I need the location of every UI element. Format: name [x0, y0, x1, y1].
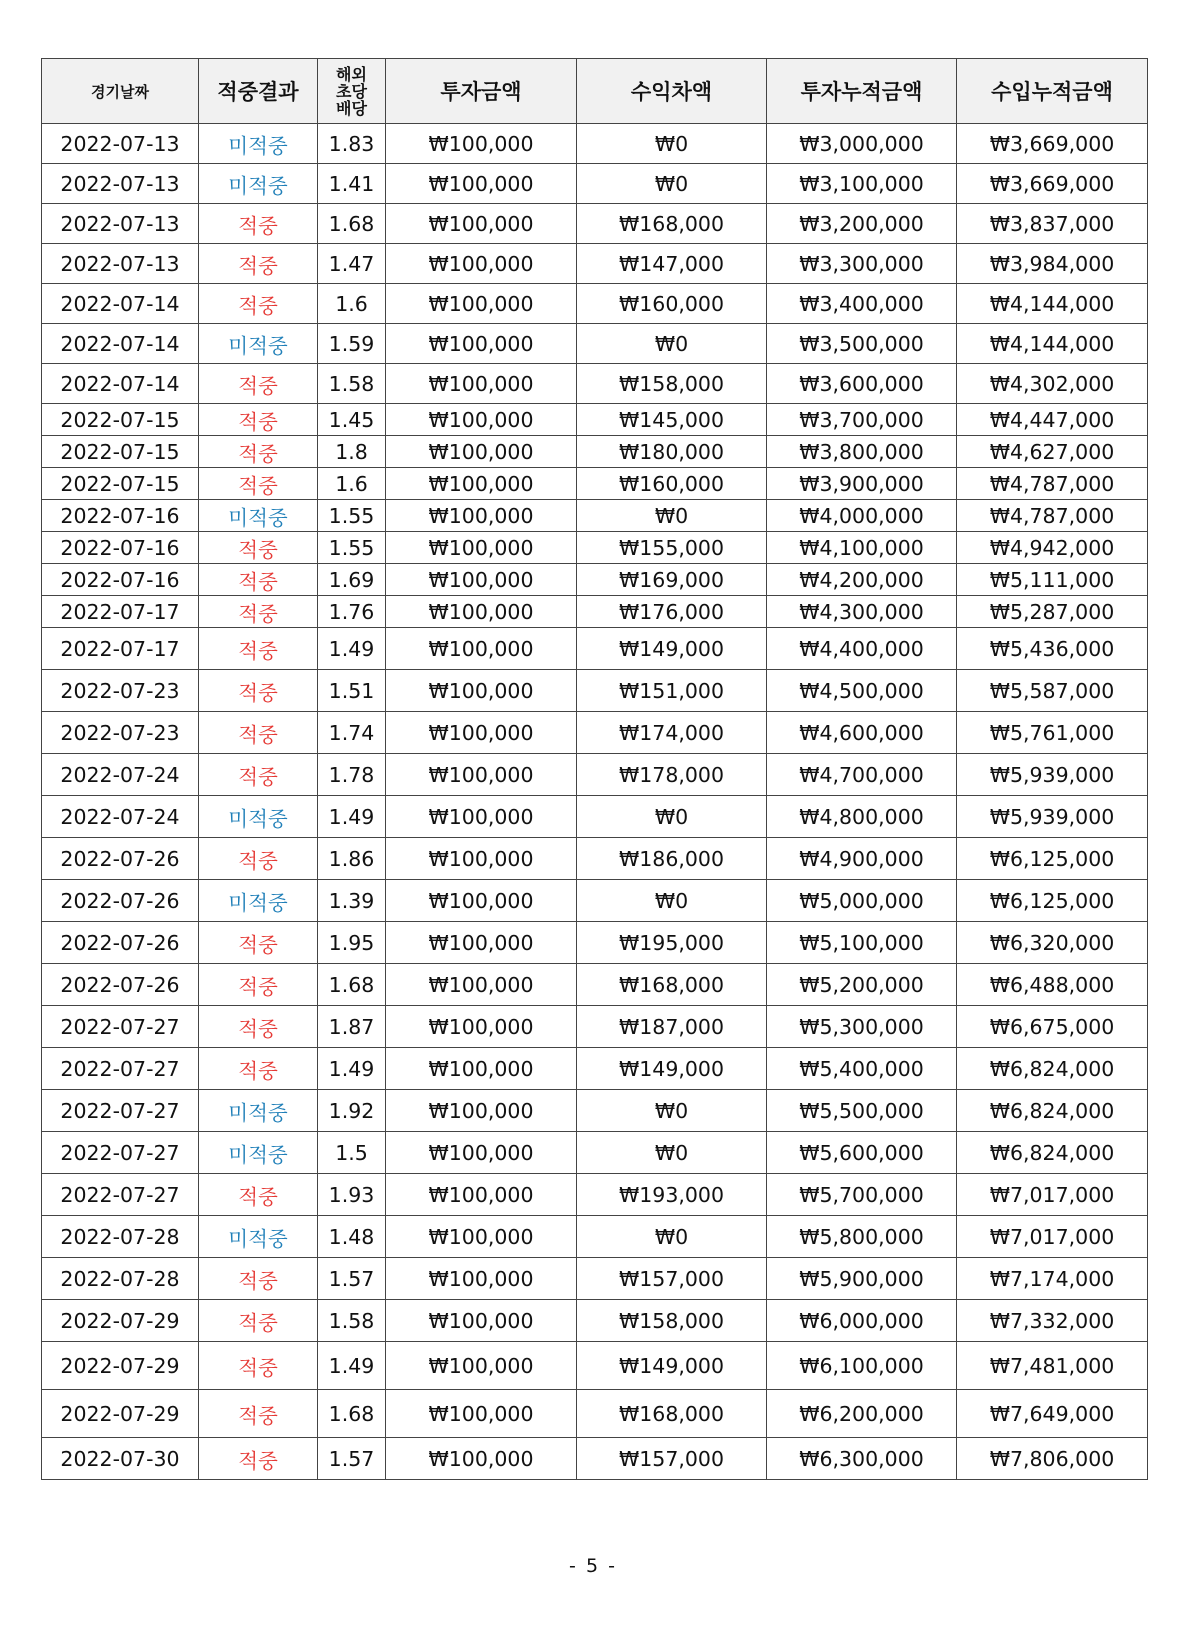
table-row [42, 1132, 1148, 1174]
cell-profit: ₩145,000 [577, 404, 767, 436]
cell-odds: 1.45 [318, 404, 386, 436]
header-odds: 해외 초당 배당 [318, 59, 386, 124]
page-number: - 5 - [569, 1555, 617, 1577]
cell-odds: 1.68 [318, 964, 386, 1006]
cell-invest: ₩100,000 [386, 1090, 577, 1132]
cell-cum-income: ₩6,675,000 [957, 1006, 1148, 1048]
header-invest: 투자금액 [386, 59, 577, 124]
cell-result: 미적중 [199, 796, 318, 838]
table-row [42, 404, 1148, 436]
cell-cum-invest: ₩3,800,000 [767, 436, 957, 468]
cell-invest: ₩100,000 [386, 564, 577, 596]
cell-cum-invest: ₩3,400,000 [767, 284, 957, 324]
cell-odds: 1.58 [318, 1300, 386, 1342]
table-row [42, 1438, 1148, 1480]
cell-profit: ₩151,000 [577, 670, 767, 712]
cell-date: 2022-07-16 [42, 532, 199, 564]
cell-cum-income: ₩7,649,000 [957, 1390, 1148, 1438]
cell-date: 2022-07-24 [42, 796, 199, 838]
cell-result: 적중 [199, 364, 318, 404]
cell-invest: ₩100,000 [386, 436, 577, 468]
cell-invest: ₩100,000 [386, 670, 577, 712]
cell-date: 2022-07-24 [42, 754, 199, 796]
cell-cum-invest: ₩4,100,000 [767, 532, 957, 564]
cell-odds: 1.48 [318, 1216, 386, 1258]
cell-cum-invest: ₩3,300,000 [767, 244, 957, 284]
cell-cum-income: ₩6,488,000 [957, 964, 1148, 1006]
cell-invest: ₩100,000 [386, 1174, 577, 1216]
table-row [42, 124, 1148, 164]
cell-date: 2022-07-27 [42, 1090, 199, 1132]
table-row [42, 1342, 1148, 1390]
cell-cum-invest: ₩5,600,000 [767, 1132, 957, 1174]
cell-date: 2022-07-16 [42, 500, 199, 532]
cell-date: 2022-07-14 [42, 364, 199, 404]
cell-cum-invest: ₩3,100,000 [767, 164, 957, 204]
cell-result: 적중 [199, 922, 318, 964]
cell-result: 적중 [199, 712, 318, 754]
cell-cum-income: ₩4,447,000 [957, 404, 1148, 436]
table-row [42, 244, 1148, 284]
cell-invest: ₩100,000 [386, 124, 577, 164]
cell-cum-income: ₩6,320,000 [957, 922, 1148, 964]
cell-cum-invest: ₩6,300,000 [767, 1438, 957, 1480]
cell-result: 적중 [199, 1342, 318, 1390]
cell-cum-invest: ₩3,600,000 [767, 364, 957, 404]
cell-invest: ₩100,000 [386, 1006, 577, 1048]
cell-cum-invest: ₩4,900,000 [767, 838, 957, 880]
cell-result: 적중 [199, 1006, 318, 1048]
cell-profit: ₩193,000 [577, 1174, 767, 1216]
cell-odds: 1.68 [318, 1390, 386, 1438]
cell-result: 적중 [199, 628, 318, 670]
table-row [42, 880, 1148, 922]
cell-odds: 1.58 [318, 364, 386, 404]
cell-profit: ₩0 [577, 324, 767, 364]
cell-result: 적중 [199, 1258, 318, 1300]
cell-odds: 1.92 [318, 1090, 386, 1132]
table-row [42, 1258, 1148, 1300]
cell-profit: ₩149,000 [577, 628, 767, 670]
cell-cum-income: ₩5,436,000 [957, 628, 1148, 670]
cell-date: 2022-07-28 [42, 1216, 199, 1258]
header-profit: 수익차액 [577, 59, 767, 124]
cell-cum-invest: ₩6,200,000 [767, 1390, 957, 1438]
header-cum-invest: 투자누적금액 [767, 59, 957, 124]
table-row [42, 1048, 1148, 1090]
table-row [42, 1390, 1148, 1438]
cell-result: 미적중 [199, 1090, 318, 1132]
cell-profit: ₩180,000 [577, 436, 767, 468]
table-row [42, 204, 1148, 244]
cell-cum-income: ₩7,017,000 [957, 1174, 1148, 1216]
cell-invest: ₩100,000 [386, 468, 577, 500]
cell-invest: ₩100,000 [386, 532, 577, 564]
cell-cum-income: ₩7,174,000 [957, 1258, 1148, 1300]
table-row [42, 564, 1148, 596]
table-row [42, 754, 1148, 796]
cell-profit: ₩174,000 [577, 712, 767, 754]
cell-date: 2022-07-13 [42, 244, 199, 284]
table-row [42, 712, 1148, 754]
cell-result: 적중 [199, 1048, 318, 1090]
table-row [42, 1174, 1148, 1216]
cell-cum-income: ₩7,806,000 [957, 1438, 1148, 1480]
cell-date: 2022-07-14 [42, 324, 199, 364]
cell-cum-income: ₩6,824,000 [957, 1090, 1148, 1132]
cell-cum-income: ₩3,837,000 [957, 204, 1148, 244]
cell-cum-income: ₩7,481,000 [957, 1342, 1148, 1390]
cell-invest: ₩100,000 [386, 712, 577, 754]
cell-cum-income: ₩5,287,000 [957, 596, 1148, 628]
cell-result: 미적중 [199, 324, 318, 364]
cell-date: 2022-07-26 [42, 880, 199, 922]
cell-invest: ₩100,000 [386, 754, 577, 796]
table-body [42, 124, 1148, 1480]
cell-result: 적중 [199, 468, 318, 500]
cell-invest: ₩100,000 [386, 1132, 577, 1174]
cell-date: 2022-07-15 [42, 404, 199, 436]
cell-profit: ₩158,000 [577, 1300, 767, 1342]
cell-invest: ₩100,000 [386, 1438, 577, 1480]
cell-cum-invest: ₩6,000,000 [767, 1300, 957, 1342]
cell-result: 적중 [199, 532, 318, 564]
cell-cum-income: ₩6,824,000 [957, 1132, 1148, 1174]
cell-date: 2022-07-26 [42, 922, 199, 964]
cell-odds: 1.57 [318, 1438, 386, 1480]
table-row [42, 436, 1148, 468]
cell-cum-income: ₩4,787,000 [957, 468, 1148, 500]
cell-cum-invest: ₩4,600,000 [767, 712, 957, 754]
cell-profit: ₩160,000 [577, 468, 767, 500]
cell-result: 미적중 [199, 124, 318, 164]
cell-odds: 1.93 [318, 1174, 386, 1216]
cell-result: 적중 [199, 204, 318, 244]
cell-odds: 1.5 [318, 1132, 386, 1174]
cell-cum-invest: ₩4,400,000 [767, 628, 957, 670]
cell-result: 미적중 [199, 1132, 318, 1174]
cell-odds: 1.41 [318, 164, 386, 204]
cell-profit: ₩195,000 [577, 922, 767, 964]
cell-result: 적중 [199, 436, 318, 468]
cell-date: 2022-07-15 [42, 468, 199, 500]
cell-invest: ₩100,000 [386, 922, 577, 964]
cell-profit: ₩186,000 [577, 838, 767, 880]
cell-date: 2022-07-29 [42, 1300, 199, 1342]
cell-invest: ₩100,000 [386, 596, 577, 628]
cell-cum-invest: ₩5,800,000 [767, 1216, 957, 1258]
cell-invest: ₩100,000 [386, 1342, 577, 1390]
cell-profit: ₩0 [577, 796, 767, 838]
table-header [42, 59, 1148, 124]
cell-odds: 1.49 [318, 1342, 386, 1390]
table-row [42, 468, 1148, 500]
cell-result: 적중 [199, 284, 318, 324]
cell-invest: ₩100,000 [386, 364, 577, 404]
cell-date: 2022-07-29 [42, 1390, 199, 1438]
header-result: 적중결과 [199, 59, 318, 124]
cell-profit: ₩147,000 [577, 244, 767, 284]
cell-cum-invest: ₩3,700,000 [767, 404, 957, 436]
cell-odds: 1.78 [318, 754, 386, 796]
table-row [42, 532, 1148, 564]
cell-odds: 1.69 [318, 564, 386, 596]
cell-odds: 1.83 [318, 124, 386, 164]
table-row [42, 1006, 1148, 1048]
cell-odds: 1.86 [318, 838, 386, 880]
cell-odds: 1.6 [318, 468, 386, 500]
cell-result: 적중 [199, 838, 318, 880]
cell-cum-income: ₩4,144,000 [957, 284, 1148, 324]
cell-profit: ₩149,000 [577, 1048, 767, 1090]
cell-odds: 1.47 [318, 244, 386, 284]
cell-result: 적중 [199, 754, 318, 796]
cell-cum-income: ₩5,111,000 [957, 564, 1148, 596]
cell-odds: 1.39 [318, 880, 386, 922]
cell-cum-income: ₩5,587,000 [957, 670, 1148, 712]
cell-profit: ₩0 [577, 164, 767, 204]
cell-date: 2022-07-13 [42, 164, 199, 204]
cell-odds: 1.59 [318, 324, 386, 364]
cell-odds: 1.87 [318, 1006, 386, 1048]
table-row [42, 796, 1148, 838]
cell-result: 미적중 [199, 164, 318, 204]
cell-profit: ₩0 [577, 500, 767, 532]
cell-profit: ₩155,000 [577, 532, 767, 564]
cell-cum-invest: ₩4,800,000 [767, 796, 957, 838]
cell-odds: 1.51 [318, 670, 386, 712]
cell-profit: ₩0 [577, 124, 767, 164]
cell-cum-income: ₩6,125,000 [957, 838, 1148, 880]
cell-invest: ₩100,000 [386, 324, 577, 364]
cell-date: 2022-07-26 [42, 964, 199, 1006]
cell-invest: ₩100,000 [386, 628, 577, 670]
cell-profit: ₩0 [577, 1132, 767, 1174]
table-row [42, 670, 1148, 712]
cell-invest: ₩100,000 [386, 796, 577, 838]
cell-result: 적중 [199, 244, 318, 284]
cell-odds: 1.49 [318, 628, 386, 670]
cell-profit: ₩168,000 [577, 1390, 767, 1438]
cell-result: 미적중 [199, 1216, 318, 1258]
cell-cum-invest: ₩5,000,000 [767, 880, 957, 922]
cell-invest: ₩100,000 [386, 1048, 577, 1090]
cell-odds: 1.49 [318, 1048, 386, 1090]
cell-invest: ₩100,000 [386, 164, 577, 204]
table-row [42, 164, 1148, 204]
cell-profit: ₩0 [577, 1216, 767, 1258]
cell-result: 적중 [199, 404, 318, 436]
cell-cum-invest: ₩3,200,000 [767, 204, 957, 244]
table-row [42, 1090, 1148, 1132]
cell-cum-invest: ₩5,900,000 [767, 1258, 957, 1300]
cell-date: 2022-07-23 [42, 670, 199, 712]
cell-result: 미적중 [199, 500, 318, 532]
cell-odds: 1.95 [318, 922, 386, 964]
cell-profit: ₩178,000 [577, 754, 767, 796]
cell-invest: ₩100,000 [386, 964, 577, 1006]
cell-cum-income: ₩5,939,000 [957, 754, 1148, 796]
cell-cum-invest: ₩5,400,000 [767, 1048, 957, 1090]
cell-profit: ₩0 [577, 1090, 767, 1132]
cell-cum-invest: ₩5,300,000 [767, 1006, 957, 1048]
cell-result: 적중 [199, 964, 318, 1006]
cell-cum-income: ₩4,787,000 [957, 500, 1148, 532]
cell-result: 적중 [199, 564, 318, 596]
header-cum-income: 수입누적금액 [957, 59, 1148, 124]
cell-cum-invest: ₩5,500,000 [767, 1090, 957, 1132]
cell-profit: ₩187,000 [577, 1006, 767, 1048]
cell-profit: ₩0 [577, 880, 767, 922]
cell-result: 적중 [199, 596, 318, 628]
cell-cum-invest: ₩5,700,000 [767, 1174, 957, 1216]
cell-cum-income: ₩4,942,000 [957, 532, 1148, 564]
cell-cum-invest: ₩6,100,000 [767, 1342, 957, 1390]
cell-cum-invest: ₩3,000,000 [767, 124, 957, 164]
cell-cum-income: ₩7,017,000 [957, 1216, 1148, 1258]
table-row [42, 922, 1148, 964]
cell-profit: ₩158,000 [577, 364, 767, 404]
cell-profit: ₩149,000 [577, 1342, 767, 1390]
cell-profit: ₩169,000 [577, 564, 767, 596]
cell-date: 2022-07-13 [42, 124, 199, 164]
cell-cum-invest: ₩4,200,000 [767, 564, 957, 596]
cell-odds: 1.8 [318, 436, 386, 468]
cell-date: 2022-07-30 [42, 1438, 199, 1480]
cell-date: 2022-07-15 [42, 436, 199, 468]
cell-date: 2022-07-23 [42, 712, 199, 754]
cell-cum-income: ₩3,669,000 [957, 164, 1148, 204]
cell-date: 2022-07-13 [42, 204, 199, 244]
cell-date: 2022-07-27 [42, 1132, 199, 1174]
cell-cum-income: ₩7,332,000 [957, 1300, 1148, 1342]
cell-date: 2022-07-16 [42, 564, 199, 596]
cell-cum-invest: ₩3,900,000 [767, 468, 957, 500]
cell-date: 2022-07-17 [42, 628, 199, 670]
cell-cum-invest: ₩4,300,000 [767, 596, 957, 628]
cell-cum-invest: ₩4,000,000 [767, 500, 957, 532]
cell-invest: ₩100,000 [386, 1300, 577, 1342]
cell-cum-income: ₩4,144,000 [957, 324, 1148, 364]
table-row [42, 596, 1148, 628]
table-row [42, 628, 1148, 670]
cell-profit: ₩176,000 [577, 596, 767, 628]
cell-profit: ₩157,000 [577, 1438, 767, 1480]
cell-date: 2022-07-26 [42, 838, 199, 880]
cell-cum-invest: ₩5,200,000 [767, 964, 957, 1006]
cell-cum-invest: ₩4,500,000 [767, 670, 957, 712]
cell-cum-income: ₩3,669,000 [957, 124, 1148, 164]
cell-date: 2022-07-27 [42, 1174, 199, 1216]
table-row [42, 500, 1148, 532]
cell-odds: 1.55 [318, 500, 386, 532]
betting-record-table [41, 58, 1148, 1480]
cell-odds: 1.74 [318, 712, 386, 754]
cell-date: 2022-07-28 [42, 1258, 199, 1300]
cell-profit: ₩168,000 [577, 964, 767, 1006]
cell-cum-invest: ₩4,700,000 [767, 754, 957, 796]
cell-cum-income: ₩5,939,000 [957, 796, 1148, 838]
cell-cum-income: ₩4,627,000 [957, 436, 1148, 468]
header-date: 경기날짜 [42, 59, 199, 124]
cell-odds: 1.49 [318, 796, 386, 838]
cell-result: 미적중 [199, 880, 318, 922]
cell-invest: ₩100,000 [386, 500, 577, 532]
cell-invest: ₩100,000 [386, 838, 577, 880]
cell-odds: 1.6 [318, 284, 386, 324]
table-row [42, 964, 1148, 1006]
table-row [42, 1300, 1148, 1342]
cell-invest: ₩100,000 [386, 404, 577, 436]
cell-result: 적중 [199, 1300, 318, 1342]
cell-date: 2022-07-27 [42, 1048, 199, 1090]
cell-date: 2022-07-27 [42, 1006, 199, 1048]
cell-profit: ₩157,000 [577, 1258, 767, 1300]
table-row [42, 838, 1148, 880]
cell-profit: ₩168,000 [577, 204, 767, 244]
cell-cum-invest: ₩3,500,000 [767, 324, 957, 364]
cell-invest: ₩100,000 [386, 1216, 577, 1258]
cell-cum-income: ₩6,824,000 [957, 1048, 1148, 1090]
cell-result: 적중 [199, 670, 318, 712]
cell-date: 2022-07-29 [42, 1342, 199, 1390]
cell-cum-income: ₩6,125,000 [957, 880, 1148, 922]
table-row [42, 364, 1148, 404]
cell-invest: ₩100,000 [386, 244, 577, 284]
cell-cum-income: ₩3,984,000 [957, 244, 1148, 284]
cell-invest: ₩100,000 [386, 204, 577, 244]
cell-cum-invest: ₩5,100,000 [767, 922, 957, 964]
table-row [42, 284, 1148, 324]
cell-odds: 1.57 [318, 1258, 386, 1300]
cell-invest: ₩100,000 [386, 880, 577, 922]
cell-odds: 1.68 [318, 204, 386, 244]
cell-odds: 1.55 [318, 532, 386, 564]
cell-date: 2022-07-14 [42, 284, 199, 324]
cell-date: 2022-07-17 [42, 596, 199, 628]
cell-profit: ₩160,000 [577, 284, 767, 324]
table-row [42, 1216, 1148, 1258]
cell-result: 적중 [199, 1438, 318, 1480]
cell-result: 적중 [199, 1174, 318, 1216]
cell-odds: 1.76 [318, 596, 386, 628]
cell-result: 적중 [199, 1390, 318, 1438]
cell-invest: ₩100,000 [386, 1390, 577, 1438]
cell-cum-income: ₩5,761,000 [957, 712, 1148, 754]
cell-cum-income: ₩4,302,000 [957, 364, 1148, 404]
table-row [42, 324, 1148, 364]
cell-invest: ₩100,000 [386, 284, 577, 324]
cell-invest: ₩100,000 [386, 1258, 577, 1300]
